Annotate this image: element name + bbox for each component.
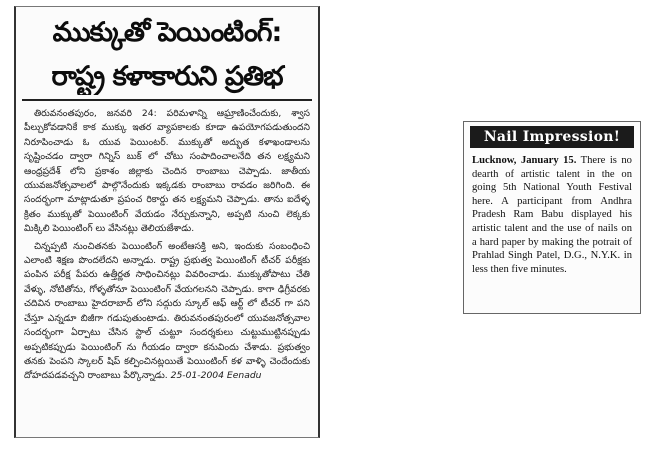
english-article-body bbox=[472, 154, 632, 276]
english-headline-banner: Nail Impression! bbox=[470, 126, 634, 148]
dateline: Lucknow, January 15. bbox=[472, 155, 577, 166]
headline-divider bbox=[22, 99, 312, 101]
telugu-paragraph-1: తిరువనంతపురం, జనవరి 24: పరిమళాన్ని ఆఘ్రాణించేందుకు, శ్వాస పీల్చుకోవడానికే కాక ముక్కు ఇతర వ్యాపకాలకు కూడా ఉపయోగపడుతుందని నిరూపించాడు ఓ యువ పెయింటర్. ముక్కుతో అద్భుత కళాఖండాలను సృష్టించడం ద్వారా గిన్నిస్ బుక్ లో చోటు సంపాదించాలనేది తన లక్ష్యమని ఆంధ్రప్రదేశ్ లోని ప్రకాశం జిల్లాకు చెందిన రాంబాబు చెప్పాడు. జాతీయ యువజనోత్సవాలలో పాల్గొనేందుకు ఇక్కడకు రాంబాబు రావడం జరిగింది. ఈ సందర్భంగా మాట్లాడుతూ ప్రపంచ రికార్డు తన లక్ష్యమని చెప్పాడు. తాను ఐదేళ్ళ క్రితం ముక్కుతో పెయింటింగ్ వేయడం నేర్చుకున్నాని, అప్పటి నుంచి లెక్కకు మిక్కిలి పెయింటింగ్ లు వేసినట్లు తెలియజేశాడు. bbox=[24, 108, 310, 235]
handwritten-date-note: 25-01-2004 Eenadu bbox=[170, 370, 262, 382]
telugu-article-body bbox=[24, 107, 310, 384]
english-story-text: There is no dearth of artistic talent in the on going 5th National Youth Festival here. A participant from Andhra Pradesh Ram Babu displayed his artistic talent and the use of nails on a hard paper by making the potrait of Prahlad Singh Patel, D.G., N.Y.K. in less then five minutes. bbox=[472, 155, 632, 275]
telugu-paragraph-2 bbox=[24, 240, 310, 384]
telugu-paragraph-2-text: చిన్నప్పటి నుంచితనకు పెయింటింగ్ అంటేఆసక్తి అని, ఇందుకు సంబంధించి ఎలాంటి శిక్షణ పొందలేదని అన్నాడు. రాష్ట్ర ప్రభుత్వ పెయింటింగ్ టీచర్ పరీక్షకు పంపిన పరీక్ష పేపరు ఉత్తీర్ణత సాధించినట్లు వివరించాడు. ముక్కుతోపాటు చేతి వేళ్ళు, నోటితోను, గోళ్ళతోనూ పెయింటింగ్ వేయగలనని చెప్పాడు. కాగా ఢిగ్రీవరకు చదివిన రాంబాబు హైదరాబాద్ లోని సద్గురు స్కూల్ ఆఫ్ ఆర్ట్ లో టీచర్ గా పని చేస్తూ ఎన్నడూ బిజీగా గడుపుతుంటాడు. తిరువనంతపురంలో యువజనోత్సవాల సందర్భంగా ఏర్పాటు చేసిన స్టాల్ చుట్టూ సందర్శకులు చుట్టుముట్టినప్పుడు అప్పటికప్పుడు పెయింటింగ్ ను గీయడం ద్వారా కనువిందు చేశాడు. ప్రభుత్వం తనకు పెంపని స్కాలర్ షిప్ కల్పించినట్లయితే పెయింటింగ్ కళ వాళ్ళి చెందేందుకు దోహదపడవచ్చని రాంబాబు పేర్కొన్నాడు. bbox=[24, 240, 310, 382]
telugu-headline-line-1: ముక్కుతో పెయింటింగ్: bbox=[52, 17, 282, 48]
english-news-clipping bbox=[463, 121, 641, 314]
telugu-headline-line-2: రాష్ట్ర కళాకారుని ప్రతిభ bbox=[51, 61, 283, 92]
telugu-news-clipping bbox=[14, 6, 320, 438]
